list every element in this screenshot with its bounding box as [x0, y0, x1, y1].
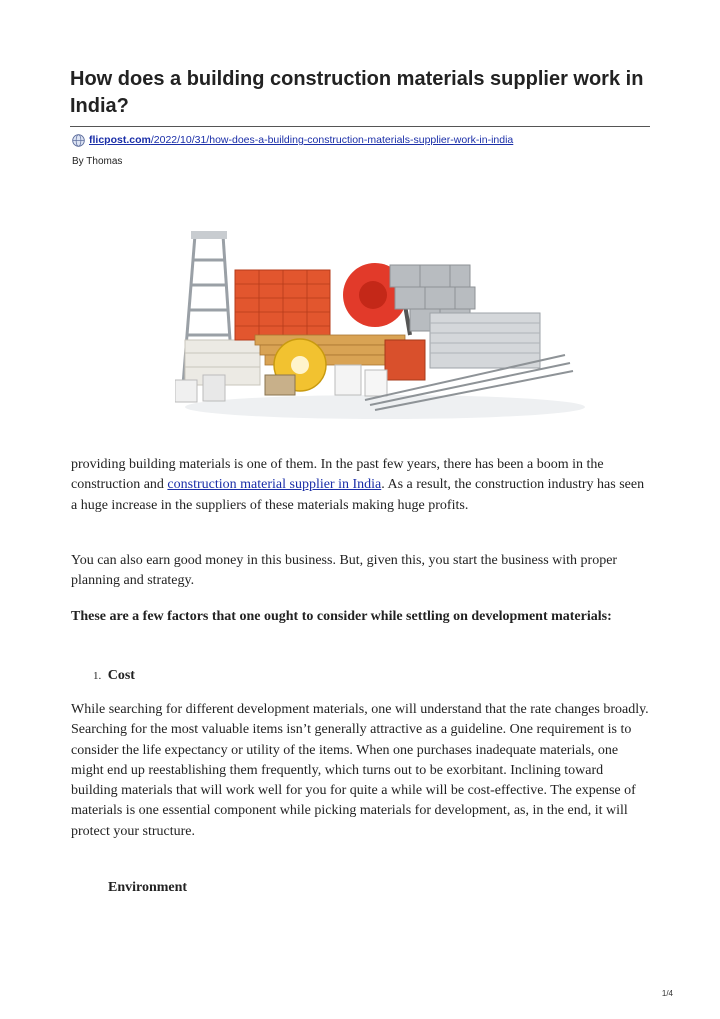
environment-heading: Environment — [108, 880, 188, 895]
source-link[interactable] — [72, 132, 513, 148]
list-number: 1. — [93, 670, 102, 682]
page-title: How does a building construction materials supplier work in India? — [70, 68, 644, 117]
paragraph-intro-text-2: . As a result, the construction industry has seen a huge increase in the suppliers of these materials making huge profits. — [71, 477, 645, 513]
source-domain[interactable]: flicpost.com — [89, 134, 151, 146]
globe-icon — [72, 134, 85, 147]
page-number: 1/4 — [661, 989, 673, 998]
byline: By Thomas — [72, 156, 123, 167]
supplier-link[interactable]: construction material supplier in India — [167, 477, 382, 493]
paragraph-intro — [71, 455, 651, 516]
paragraph-cost: While searching for different development materials, one will understand that the rate changes broadly. Searching for the most valuable items isn’t generally attractive as a guideline. One requirement is to consider the life expectancy or utility of the items. When one purchases inadequate materials, one might end up reestablishing them frequently, which turns out to be exorbitant. Inclining toward building materials that will work well for you for quite a while will be cost-effective. The expense of materials is one essential component while picking materials for development, as, in the end, it will protect your structure. — [71, 702, 649, 839]
hero-image — [175, 225, 590, 425]
list-item — [93, 666, 135, 686]
list-label: Cost — [107, 668, 135, 683]
paragraph-business: You can also earn good money in this business. But, given this, you start the business with proper planning and strategy. — [71, 553, 618, 589]
factors-heading: These are a few factors that one ought to consider while settling on development materials: — [71, 609, 612, 624]
title-divider — [70, 126, 650, 127]
source-path[interactable]: /2022/10/31/how-does-a-building-construction-materials-supplier-work-in-india — [150, 134, 514, 146]
paragraph-intro-text-1: providing building materials is one of them. In the past few years, there has been a boom in the construction and — [71, 457, 604, 493]
